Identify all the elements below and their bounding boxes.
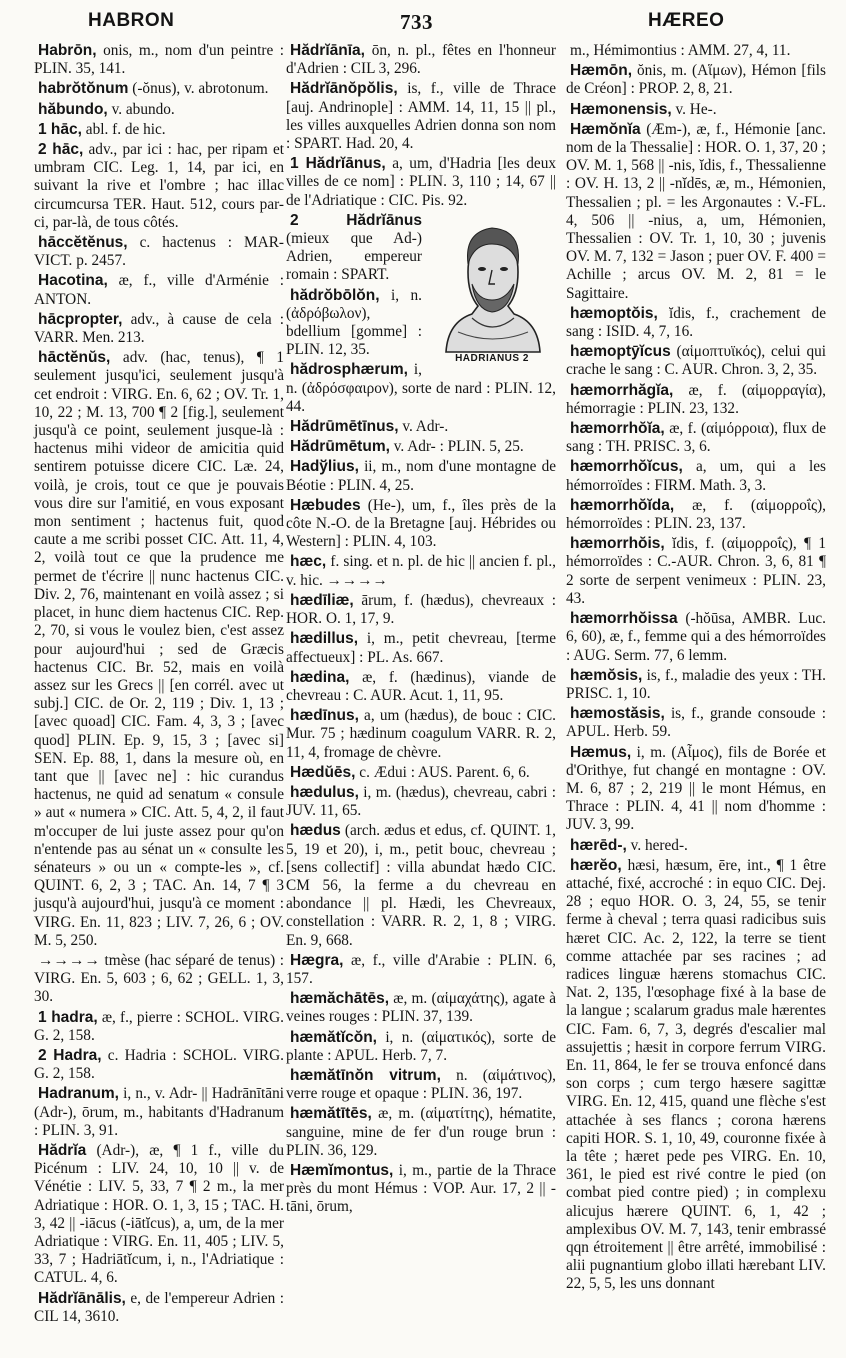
entry-headword: Hădrĭānālis, (38, 1289, 126, 1307)
dictionary-entry (34, 311, 284, 347)
entry-definition: m., Hémimontius : AMM. 27, 4, 11. (570, 42, 791, 59)
entry-definition: (-hŏūsa, AMBR. Luc. 6, 60), æ, f., femme qui a des hémorroïdes : AUG. Serm. 77, 6 lemm. (566, 610, 826, 664)
entry-headword: hædulus, (290, 783, 359, 801)
entry-definition: (-ŏnus), v. abrotonum. (132, 80, 269, 98)
dictionary-entry (286, 990, 556, 1026)
header-right-guideword: HÆREO (648, 10, 725, 31)
entry-headword: →→→→ (38, 951, 100, 969)
entry-headword: Hădrĭānŏpŏlis, (290, 80, 398, 98)
entry-headword: hădrŏbōlŏn, (290, 286, 380, 304)
entry-definition: ĭdis, f., crachement de sang : ISID. 4, 7, 16. (566, 304, 826, 341)
entry-headword: 1 Hădrĭānus, (290, 155, 386, 173)
dictionary-entry (286, 1029, 556, 1065)
entry-definition: i, n. (ἀδρόβωλον), bdellium [gomme] : PLIN. 12, 35. (286, 286, 422, 359)
dictionary-entry (286, 592, 556, 628)
entry-headword: Hæmōn, (570, 62, 632, 80)
dictionary-entry (566, 343, 826, 379)
entry-headword: 1 hāc, (38, 120, 82, 138)
entry-definition: v. abundo. (111, 100, 175, 118)
entry-definition: is, f., maladie des yeux : TH. PRISC. 1, 10. (566, 666, 826, 702)
entry-definition: (He-), um, f., îles près de la côte N.-O. de la Bretagne [auj. Hébrides ou Western] : PLIN. 4, 103. (286, 496, 556, 551)
entry-definition: ōn, n. pl., fêtes en l'honneur d'Adrien : CIL 3, 296. (286, 42, 556, 78)
entry-definition: i, m., petit chevreau, [terme affectueux] : PL. As. 667. (286, 630, 556, 666)
entry-definition: c. Hadria : SCHOL. VIRG. G. 2, 158. (34, 1046, 285, 1083)
entry-headword: hædillus, (290, 630, 359, 648)
entry-definition: æ, m. (αἱμαχάτης), agate à veines rouges : PLIN. 37, 139. (286, 990, 556, 1026)
dictionary-entry (566, 535, 826, 608)
entry-headword: hădrosphærum, (290, 361, 408, 379)
entry-definition: æ, f. (αἱμορραγία), hémorragie : PLIN. 23, 132. (566, 381, 827, 417)
dictionary-entry (34, 42, 284, 78)
dictionary-entry (34, 1085, 284, 1140)
entry-headword: 1 hadra, (38, 1008, 98, 1026)
entry-headword: Hæbudes (290, 496, 361, 514)
header-left-guideword: HABRON (88, 10, 175, 31)
dictionary-entry (34, 234, 284, 270)
dictionary-entry (34, 1142, 284, 1288)
running-header (0, 10, 846, 36)
entry-headword: hædus (290, 822, 341, 840)
entry-headword: Hæmus, (570, 743, 632, 761)
column-1 (34, 42, 284, 1328)
entry-definition: f. sing. et n. pl. de hic || ancien f. pl., v. hic. →→→→ (286, 553, 556, 589)
dictionary-entry (566, 705, 826, 741)
dictionary-entry (286, 42, 556, 78)
entry-definition: i, m. (Αἶμος), fils de Borée et d'Orithye, fut changé en montagne : OV. M. 6, 87 ; 2, 219 || le mont Hémus, en Thrace : PLIN. 4, 41 || nom d'homme : JUV. 3, 99. (566, 743, 827, 834)
entry-headword: hæmătīnŏn vitrum, (290, 1066, 441, 1084)
dictionary-entry (286, 764, 556, 782)
entry-definition: is, f., grande consoude : APUL. Herb. 59. (566, 705, 826, 741)
entry-headword: hæmorrhŏissa (570, 610, 678, 628)
dictionary-entry (286, 361, 556, 416)
entry-headword: Hădrĭa (38, 1141, 87, 1159)
dictionary-entry (286, 155, 556, 210)
entry-definition: hæsi, hæsum, ēre, int., ¶ 1 être attaché, fixé, accroché : in equo CIC. Dej. 28 ; equo HOR. O. 3, 24, 55, se tenir ferme à cheval ; terra quasi radicibus suis hæret CIC. Ac. 2, 122, la terre se tient comme attachée par ses racines ; ad radices linguæ hærens stomachus CIC. Nat. 2, 135, l'œsophage fixé à la base de la langue ; scalarum gradus male hærentes CIC. Fam. 6, 7, 3, degrés d'escalier mal assujettis ; hæsit in corpore ferrum VIRG. En. 11, 864, le fer se trouva enfoncé dans son corps ; cum tergo hæsere sagittæ VIRG. En. 12, 415, quand une flèche s'est attachée à ses flancs ; corona hærens capiti HOR. S. 1, 10, 49, couronne fixée à la tête ; hæret pede pes VIRG. En. 10, 361, le pied est rivé contre le pied (on combat pied contre pied) ; in complexu alicujus hærere QUINT. 6, 1, 42 ; amplexibus OV. M. 7, 143, tenir embrassé qqn étroitement || être arrêté, immobilisé : alii pugnantium globo illati hærebant LIV. 22, 5, 5, les uns donnant (566, 856, 827, 1293)
entry-headword: 2 Hădrĭānus (290, 211, 422, 229)
dictionary-entry (566, 382, 826, 418)
entry-definition: v. Adr-. (402, 418, 449, 436)
entry-definition: æ, f., pierre : SCHOL. VIRG. G. 2, 158. (34, 1008, 285, 1044)
dictionary-entry (286, 418, 556, 436)
dictionary-entry (566, 744, 826, 835)
dictionary-entry (566, 610, 826, 665)
dictionary-entry (566, 305, 826, 341)
entry-headword: hæmorrhŏis, (570, 535, 665, 553)
entry-definition: c. Ædui : AUS. Parent. 6, 6. (359, 763, 530, 781)
entry-definition: adv. (hac, tenus), ¶ 1 seulement jusqu'ici, seulement jusqu'à cet endroit : VIRG. En. 6, 62 ; OV. Tr. 1, 10, 22 ; M. 13, 700 ¶ 2 [fig.], seulement jusqu'à ce point, seulement jusque-là : hactenus mihi videor de amicitia quid sentirem potuisse dicere CIC. Læ. 24, voilà, je crois, tout ce que je pouvais vous dire sur l'amitié, en vous exposant mon sentiment ; hactenus fuit, quod caute a me scribi posset CIC. Att. 11, 4, 2, voilà tout ce que la prudence me permet de t'écrire || nunc hactenus CIC. Div. 2, 76, maintenant en voilà assez ; si placet, in hunc diem hactenus CIC. Rep. 2, 70, si vous le voulez bien, c'est assez pour aujourd'hui ; sed de Græcis hactenus CIC. Br. 52, mais en voilà assez sur les Grecs || [en corrél. avec ut subj.] CIC. de Or. 2, 119 ; Div. 1, 13 ; [avec quoad] CIC. Fam. 4, 3, 3 ; [avec quod] PLIN. Ep. 9, 15, 3 ; [avec si] SEN. Ep. 88, 1, dans la mesure où, en tant que || [avec ne] : hic curandus hactenus, ne quid ad senatum « consule » aut « numera » CIC. Att. 5, 4, 2, il faut m'occuper de lui juste assez pour qu'on n'entende pas au sénat un « consulte les sénateurs » ou un « compte-les », cf. QUINT. 6, 2, 3 ; TAC. An. 14, 7 ¶ 3 jusqu'à aujourd'hui, jusqu'à ce moment : VIRG. En. 11, 823 ; LIV. 7, 26, 6 ; OV. M. 5, 250. (34, 349, 284, 949)
entry-definition: (Æm-), æ, f., Hémonie [anc. nom de la Thessalie] : HOR. O. 1, 37, 20 ; OV. M. 1, 568 || -nis, ĭdis, f., Thessalienne : OV. H. 13, 2 || -nĭdēs, æ, m., Hémonien, Thessalien ; pl. = les Argonautes : V.-FL. 4, 506 || -nius, a, um, Hémonien, Thessalien : OV. Tr. 1, 10, 30 ; juvenis OV. M. 7, 132 = Jason ; puer OV. F. 400 = Achille ; arcus OV. M. 2, 81 = le Sagittaire. (566, 120, 827, 302)
dictionary-entry (286, 1067, 556, 1103)
dictionary-entry (286, 438, 556, 456)
dictionary-entry (34, 141, 284, 232)
dictionary-entry (286, 1162, 556, 1217)
entry-headword: Hadranum, (38, 1085, 119, 1103)
entry-definition: a, um, qui a les hémorroïdes : FIRM. Math. 3, 3. (566, 458, 826, 494)
entry-headword: Hacotina, (38, 272, 108, 290)
entry-headword: habrŏtŏnum (38, 80, 129, 98)
dictionary-entry (286, 80, 556, 153)
entry-headword: hæmostăsis, (570, 705, 665, 723)
entry-headword: hāccĕtĕnus, (38, 234, 128, 252)
dictionary-entry (34, 121, 284, 139)
dictionary-entry (566, 101, 826, 119)
figure-caption: HADRIANUS 2 (455, 352, 529, 364)
entry-headword: Hæmĭmontus, (290, 1161, 394, 1179)
entry-definition: v. He-. (675, 100, 717, 118)
entry-headword: hæmătĭcŏn, (290, 1028, 377, 1046)
entry-definition: ŏnis, m. (Αἵμων), Hémon [fils de Créon] : PROP. 2, 8, 21. (566, 62, 826, 98)
dictionary-entry (34, 1009, 284, 1045)
dictionary-entry (286, 1105, 556, 1160)
entry-definition: i, n. (ἀδρόσφαιρον), sorte de nard : PLIN. 12, 44. (286, 361, 556, 415)
entry-headword: 2 hāc, (38, 141, 84, 159)
dictionary-entry (566, 62, 826, 98)
entry-definition: i, n., v. Adr- || Hadrānītāni (Adr-), ōrum, m., habitants d'Hadranum : PLIN. 3, 91. (34, 1085, 284, 1139)
entry-definition: æ, f. (αἱμόρροια), flux de sang : TH. PRISC. 3, 6. (566, 420, 827, 456)
entry-definition: æ, f. (hædinus), viande de chevreau : C. AUR. Acut. 1, 11, 95. (286, 668, 557, 704)
entry-definition: ārum, f. (hædus), chevreaux : HOR. O. 1, 17, 9. (286, 591, 556, 628)
entry-headword: Hæmŏnĭa (570, 120, 641, 138)
entry-definition: (arch. ædus et edus, cf. QUINT. 1, 5, 19 et 20), i, m., petit bouc, chevreau ; [sens collectif] : villa abundat hædo CIC. CM 56, la ferme a du chevreau en abondance || pl. Hædi, les Chevreaux, constellation : VARR. R. 2, 1, 8 ; VIRG. En. 9, 668. (286, 822, 556, 949)
entry-headword: hæc, (290, 553, 327, 571)
dictionary-entry (566, 458, 826, 494)
entry-definition: ĭdis, f. (αἱμορροΐς), ¶ 1 hémorroïdes : C.-AUR. Chron. 3, 6, 81 ¶ 2 sorte de serpent venimeux : PLIN. 23, 43. (566, 535, 826, 607)
dictionary-entry (34, 1290, 284, 1326)
dictionary-entry (286, 822, 556, 949)
entry-definition: v. hered-. (630, 836, 688, 854)
entry-definition: i, m., partie de la Thrace près du mont Hémus : VOP. Aur. 17, 2 || -tāni, ōrum, (286, 1161, 556, 1216)
entry-definition: a, um, d'Hadria [les deux villes de ce nom] : PLIN. 3, 110 ; 14, 67 || de l'Adriatique : CIC. Pis. 92. (286, 155, 556, 209)
entry-definition: (αἱμοπτυϊκός), celui qui crache le sang : C. AUR. Chron. 3, 2, 35. (566, 343, 826, 379)
entry-definition: (mieux que Ad-) Adrien, empereur romain : SPART. (286, 230, 422, 284)
entry-definition: i, n. (αἱματικός), sorte de plante : APUL. Herb. 7, 7. (286, 1028, 557, 1064)
dictionary-entry (286, 784, 556, 820)
entry-headword: Hădrūmētīnus, (290, 418, 399, 436)
entry-headword: hăbundo, (38, 100, 108, 118)
entry-definition: adv., par ici : hac, per ripam et umbram CIC. Leg. 1, 14, par ici, en suivant la rive et l'ombre ; hac illac circumcursa TER. Haut. 512, cours par-ci, par-là, de tous côtés. (34, 141, 284, 231)
entry-headword: hærēd-, (570, 836, 627, 854)
dictionary-entry (566, 121, 826, 303)
entry-definition: abl. f. de hic. (85, 120, 166, 138)
entry-definition: i, m. (hædus), chevreau, cabri : JUV. 11, 65. (286, 783, 557, 820)
dictionary-entry (286, 630, 556, 666)
entry-headword: hæmorrhŏĭcus, (570, 458, 683, 476)
page-number: 733 (400, 10, 433, 34)
entry-definition: tmèse (hac séparé de tenus) : VIRG. En. 5, 603 ; 6, 62 ; GELL. 1, 3, 30. (34, 951, 284, 1006)
entry-definition: onis, m., nom d'un peintre : PLIN. 35, 141. (34, 42, 285, 78)
entry-definition: (Adr-), æ, ¶ 1 f., ville du Picénum : LIV. 24, 10, 10 || v. de Vénétie : LIV. 5, 33, 7 ¶ 2 m., la mer Adriatique : HOR. O. 1, 3, 15 ; TAC. H. 3, 42 || -iācus (-iātĭcus), a, um, de la mer Adriatique : VIRG. En. 11, 405 ; LIV. 5, 33, 7 ; Hadriātĭcum, i, n., l'Adriatique : CATUL. 4, 6. (34, 1141, 285, 1287)
entry-definition: n. (αἱμάτινος), verre rouge et opaque : PLIN. 36, 197. (286, 1066, 557, 1103)
dictionary-entry (286, 669, 556, 705)
entry-headword: hæmorrhŏĭa, (570, 420, 665, 438)
entry-headword: hācpropter, (38, 310, 123, 328)
entry-definition: a, um (hædus), de bouc : CIC. Mur. 75 ; hædinum coagulum VARR. R. 2, 11, 4, fromage de chèvre. (286, 707, 556, 761)
entry-headword: hærĕo, (570, 856, 622, 874)
entry-definition: adv., à cause de cela : VARR. Men. 213. (34, 310, 285, 347)
entry-headword: Hædŭēs, (290, 763, 356, 781)
dictionary-entry (34, 80, 284, 98)
dictionary-entry (34, 1047, 284, 1083)
dictionary-entry (286, 707, 556, 762)
entry-headword: Hægra, (290, 951, 344, 969)
entry-headword: Hădrĭānīa, (290, 42, 365, 59)
entry-definition: æ, f., ville d'Arabie : PLIN. 6, 157. (286, 951, 557, 987)
entry-headword: hæmŏsis, (570, 666, 643, 684)
entry-definition: v. Adr- : PLIN. 5, 25. (393, 438, 524, 456)
dictionary-entry (286, 497, 556, 552)
bust-engraving (428, 214, 556, 354)
entry-headword: Hadўlius, (290, 458, 359, 476)
dictionary-entry (566, 42, 826, 60)
dictionary-entry (34, 952, 284, 1007)
entry-headword: hæmoptȳĭcus (570, 343, 671, 361)
dictionary-entry (566, 497, 826, 533)
dictionary-entry (34, 272, 284, 308)
entry-headword: hæmorrhăgĭa, (570, 381, 674, 399)
entry-definition: ii, m., nom d'une montagne de Béotie : PLIN. 4, 25. (286, 458, 557, 494)
dictionary-entry (286, 458, 556, 494)
entry-definition: æ, f. (αἱμορροΐς), hémorroïdes : PLIN. 23, 137. (566, 496, 826, 533)
entry-headword: 2 Hadra, (38, 1046, 102, 1064)
entry-headword: hædīliæ, (290, 591, 354, 609)
entry-definition: e, de l'empereur Adrien : CIL 14, 3610. (34, 1289, 284, 1325)
dictionary-entry (286, 952, 556, 988)
entry-headword: hæmoptŏis, (570, 304, 658, 322)
dictionary-entry (34, 101, 284, 119)
dictionary-entry (286, 553, 556, 589)
dictionary-entry (34, 349, 284, 950)
entry-headword: Hæmonensis, (570, 100, 672, 118)
entry-headword: hæmăchātēs, (290, 990, 390, 1008)
entry-definition: is, f., ville de Thrace [auj. Andrinople] : AMM. 14, 11, 15 || pl., les villes auxquelles Adrien donna son nom : SPART. Had. 20, 4. (286, 80, 557, 153)
entry-definition: æ, f., ville d'Arménie : ANTON. (34, 272, 284, 308)
entry-headword: hædina, (290, 668, 350, 686)
entry-definition: æ, m. (αἱματίτης), hématite, sanguine, mine de fer d'un rouge brun : PLIN. 36, 129. (286, 1105, 556, 1159)
entry-headword: hāctĕnŭs, (38, 349, 111, 367)
column-2 (286, 42, 556, 1219)
column-3 (566, 42, 826, 1296)
dictionary-entry (566, 420, 826, 456)
entry-headword: Habrōn, (38, 42, 97, 59)
dictionary-entry (566, 837, 826, 855)
entry-definition: c. hactenus : MAR-VICT. p. 2457. (34, 234, 284, 270)
entry-headword: Hădrūmētum, (290, 438, 390, 456)
hadrianus-bust-illustration (428, 214, 556, 366)
dictionary-entry (566, 667, 826, 703)
dictionary-entry (566, 857, 826, 1294)
entry-headword: hædīnus, (290, 707, 359, 725)
entry-headword: hæmătītēs, (290, 1105, 372, 1123)
entry-headword: hæmorrhŏĭda, (570, 496, 675, 514)
